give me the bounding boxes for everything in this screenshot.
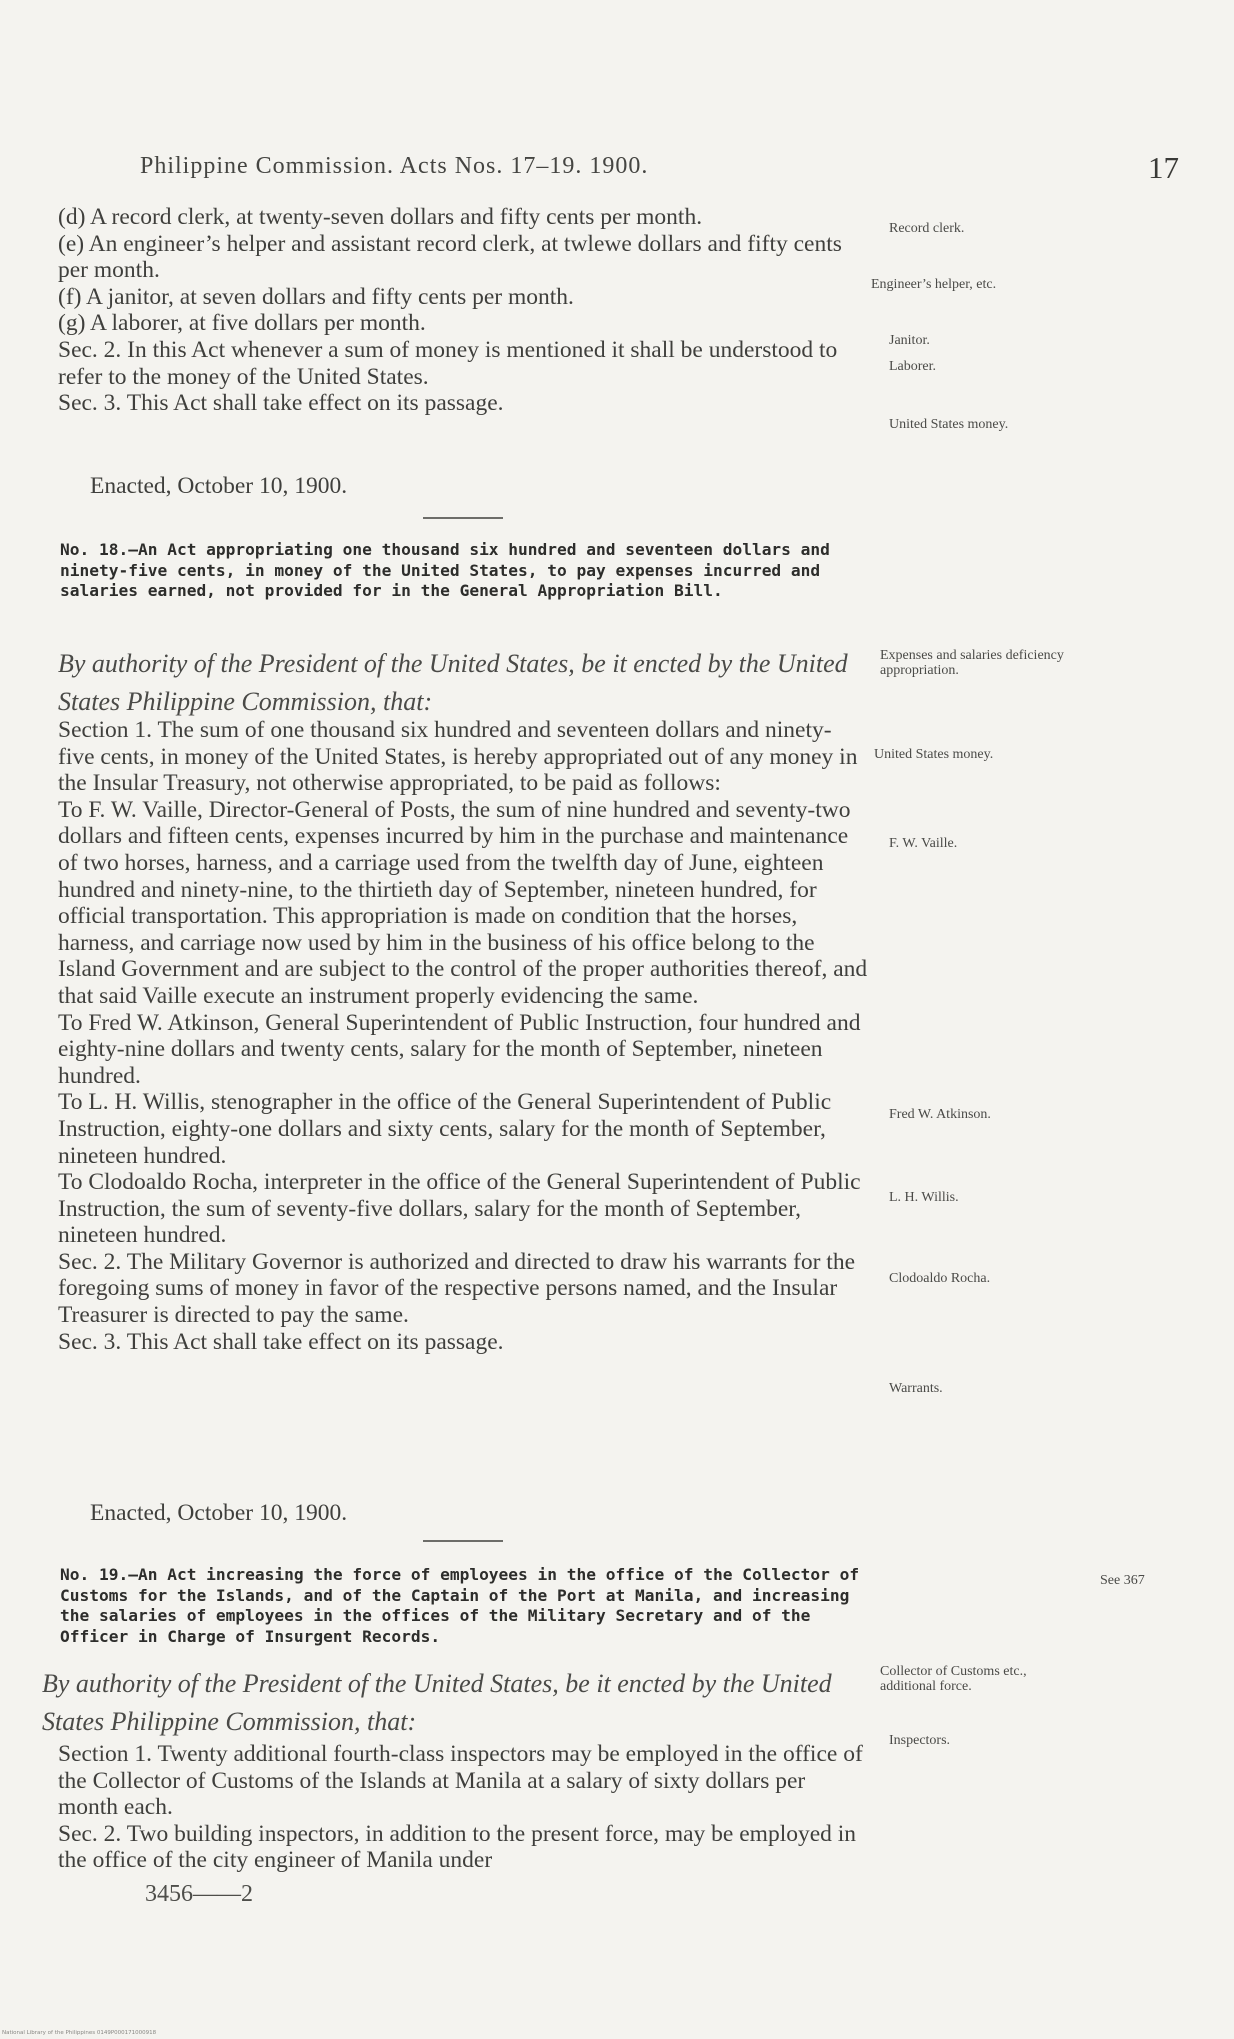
margin-note-see: See 367 [1100, 1573, 1145, 1588]
margin-note-atkinson: Fred W. Atkinson. [889, 1107, 991, 1122]
margin-note-engineers-helper: Engineer’s helper, etc. [871, 277, 997, 292]
margin-note-vaille: F. W. Vaille. [889, 836, 958, 851]
act-18-heading: No. 18.—An Act appropriating one thousand six hundred and seventeen dollars and ninety-five cents, in money of the United States, to pay expenses incurred and salaries earned, not provided for in the General Appropriation Bill. [60, 540, 830, 600]
act-18-text: Section 1. The sum of one thousand six hundred and seventeen dollars and ninety-five cents, in money of the United States, is hereby appropriated out of any money in the Insular Treasury, not otherwise appropriated, to be paid as follows: To F. W. Vaille, Director-General of Posts, the sum of nine hundred and seventy-two dollars and fifteen cents, expenses incurred by him in the purchase and maintenance of two horses, harness, and a carriage used from the twelfth day of June, eighteen hundred and ninety-nine, to the thirtieth day of September, nineteen hundred, for official transportation. This appropriation is made on condition that the horses, harness, and carriage now used by him in the business of his office belong to the Island Government and are subject to the control of the proper authorities thereof, and that said Vaille execute an instrument properly evidencing the same. To Fred W. Atkinson, General Superintendent of Public Instruction, four hundred and eighty-nine dollars and twenty cents, salary for the month of September, nineteen hundred. To L. H. Willis, stenographer in the office of the General Superintendent of Public Instruction, eighty-one dollars and sixty cents, salary for the month of September, nineteen hundred. To Clodoaldo Rocha, interpreter in the office of the General Superintendent of Public Instruction, the sum of seventy-five dollars, salary for the month of September, nineteen hundred. Sec. 2. The Military Governor is authorized and directed to draw his warrants for the foregoing sums of money in favor of the respective persons named, and the Insular Treasurer is directed to pay the same. Sec. 3. This Act shall take effect on its passage. [58, 717, 868, 1355]
act-17-enacted: Enacted, October 10, 1900. [90, 473, 348, 499]
signature-mark: 3456——2 [145, 1881, 253, 1907]
margin-note-expenses: Expenses and salaries deficiency appropriation. [880, 648, 1064, 678]
act-18-enactment: By authority of the President of the United States, be it encted by the United States Philippine Commission, that: [58, 649, 848, 716]
margin-note-janitor: Janitor. [889, 333, 930, 348]
running-header: Philippine Commission. Acts Nos. 17–19. 1900. [140, 153, 649, 179]
margin-note-willis: L. H. Willis. [889, 1190, 959, 1205]
act-18-enacted: Enacted, October 10, 1900. [90, 1500, 348, 1526]
margin-note-record-clerk: Record clerk. [889, 221, 965, 236]
act-19-heading: No. 19.—An Act increasing the force of employees in the office of the Collector of Customs for the Islands, and of the Captain of the Port at Manila, and increasing the salaries of employees in the offices of the Military Secretary and of the Officer in Charge of Insurgent Records. [60, 1565, 860, 1646]
margin-note-inspectors: Inspectors. [889, 1733, 951, 1748]
act-19-text: Section 1. Twenty additional fourth-class inspectors may be employed in the office of the Collector of Customs of the Islands at Manila at a salary of sixty dollars per month each. Sec. 2. Two building inspectors, in addition to the present force, may be employed in the office of the city engineer of Manila under [58, 1741, 863, 1874]
margin-note-laborer: Laborer. [889, 359, 937, 374]
margin-note-us-money: United States money. [889, 417, 1009, 432]
act-17-tail-text: (d) A record clerk, at twenty-seven dollars and fifty cents per month. (e) An engineer’s helper and assistant record clerk, at twlewe dollars and fifty cents per month. (f) A janitor, at seven dollars and fifty cents per month. (g) A laborer, at five dollars per month. Sec. 2. In this Act whenever a sum of money is mentioned it shall be understood to refer to the money of the United States. Sec. 3. This Act shall take effect on its passage. [58, 204, 842, 417]
act-19-enactment: By authority of the President of the United States, be it encted by the United States Philippine Commission, that: [42, 1669, 832, 1736]
margin-note-us-money: United States money. [874, 747, 994, 762]
section-divider [423, 517, 503, 519]
margin-note-rocha: Clodoaldo Rocha. [889, 1271, 991, 1286]
scan-credit: National Library of the Philippines 0149P000171000918 [2, 2030, 157, 2036]
margin-note-collector: Collector of Customs etc., additional force. [880, 1664, 1027, 1694]
section-divider [423, 1540, 503, 1542]
page-number: 17 [1148, 150, 1179, 185]
margin-note-warrants: Warrants. [889, 1381, 943, 1396]
